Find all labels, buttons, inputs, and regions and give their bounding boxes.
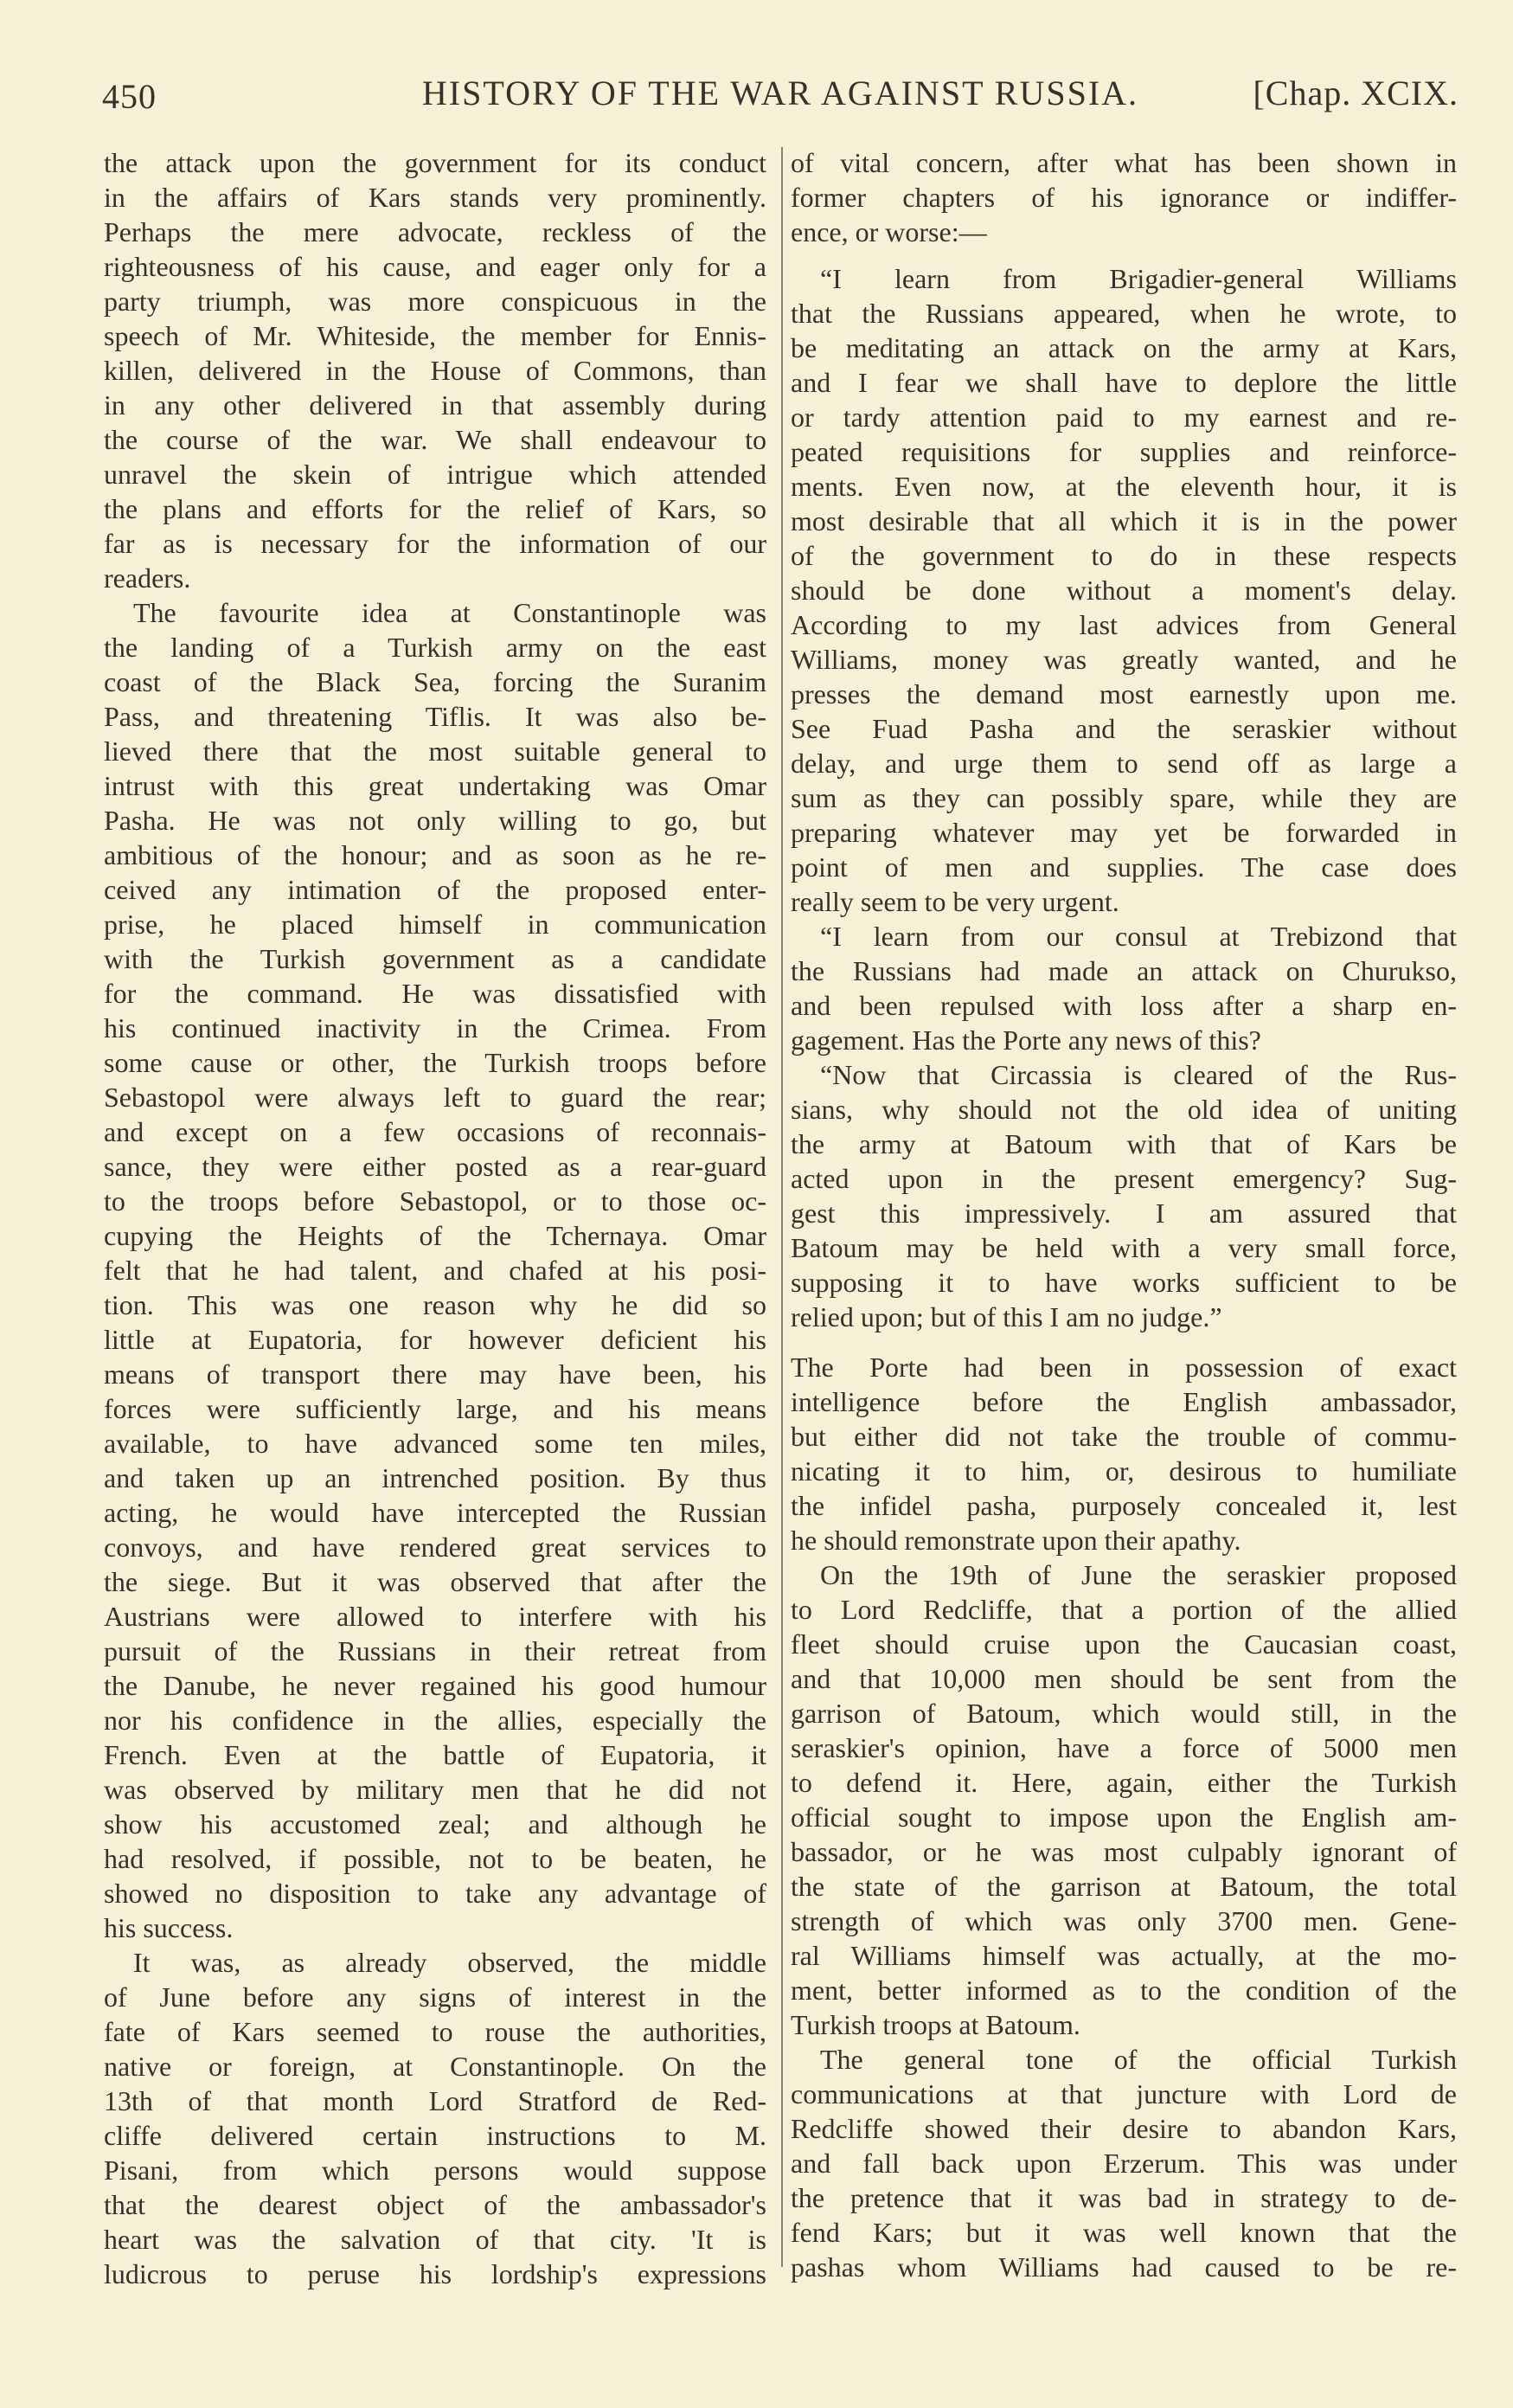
- text-line: but either did not take the trouble of commu-: [791, 1421, 1457, 1452]
- text-line: coast of the Black Sea, forcing the Suranim: [104, 666, 766, 697]
- paragraph: [791, 919, 1457, 1057]
- text-line: It was, as already observed, the middle: [133, 1947, 766, 1978]
- text-line: The general tone of the official Turkish: [820, 2044, 1457, 2075]
- text-line: fate of Kars seemed to rouse the authorities,: [104, 2016, 766, 2047]
- text-line: felt that he had talent, and chafed at his posi-: [104, 1255, 766, 1286]
- text-line: sum as they can possibly spare, while they are: [791, 782, 1457, 813]
- text-line: “I learn from Brigadier-general Williams: [820, 263, 1457, 294]
- text-line: Perhaps the mere advocate, reckless of the: [104, 216, 766, 247]
- text-line: righteousness of his cause, and eager only for a: [104, 251, 766, 282]
- text-line: French. Even at the battle of Eupatoria, it: [104, 1739, 766, 1770]
- text-line: he should remonstrate upon their apathy.: [791, 1525, 1241, 1556]
- text-line: Batoum may be held with a very small force,: [791, 1232, 1457, 1263]
- text-line: heart was the salvation of that city. 'It is: [104, 2224, 766, 2255]
- text-line: that the dearest object of the ambassador's: [104, 2189, 766, 2220]
- text-line: had resolved, if possible, not to be beaten, he: [104, 1843, 766, 1874]
- text-line: Sebastopol were always left to guard the rear;: [104, 1082, 766, 1113]
- text-line: intrust with this great undertaking was Omar: [104, 770, 766, 801]
- text-line: gest this impressively. I am assured that: [791, 1198, 1457, 1229]
- text-line: the attack upon the government for its conduct: [104, 147, 766, 178]
- text-line: with the Turkish government as a candidate: [104, 943, 766, 974]
- text-line: According to my last advices from General: [791, 609, 1457, 640]
- text-line: cupying the Heights of the Tchernaya. Omar: [104, 1220, 766, 1251]
- paragraph: [104, 595, 766, 1945]
- text-line: party triumph, was more conspicuous in the: [104, 286, 766, 317]
- paragraph: [791, 1350, 1457, 1557]
- text-line: lieved there that the most suitable general to: [104, 735, 766, 767]
- text-line: “I learn from our consul at Trebizond that: [820, 921, 1457, 952]
- text-line: means of transport there may have been, his: [104, 1358, 766, 1390]
- text-line: Pisani, from which persons would suppose: [104, 2154, 766, 2186]
- paragraph: [104, 145, 766, 595]
- text-line: showed no disposition to take any advantage of: [104, 1878, 766, 1909]
- text-line: fend Kars; but it was well known that the: [791, 2217, 1457, 2248]
- text-line: to Lord Redcliffe, that a portion of the allied: [791, 1594, 1457, 1625]
- text-line: or tardy attention paid to my earnest and re-: [791, 401, 1457, 433]
- paragraph: [791, 1557, 1457, 2042]
- text-line: ence, or worse:—: [791, 216, 987, 247]
- page-number: 450: [102, 77, 157, 116]
- text-line: the state of the garrison at Batoum, the total: [791, 1871, 1457, 1902]
- text-line: speech of Mr. Whiteside, the member for Ennis-: [104, 320, 766, 351]
- text-line: pursuit of the Russians in their retreat from: [104, 1635, 766, 1666]
- text-line: official sought to impose upon the English am-: [791, 1801, 1457, 1833]
- text-line: The favourite idea at Constantinople was: [133, 597, 766, 628]
- right-column: [791, 145, 1457, 2284]
- text-line: strength of which was only 3700 men. Gene-: [791, 1905, 1457, 1936]
- text-line: the infidel pasha, purposely concealed it, lest: [791, 1490, 1457, 1521]
- text-line: in any other delivered in that assembly during: [104, 389, 766, 421]
- text-line: See Fuad Pasha and the seraskier without: [791, 713, 1457, 744]
- text-line: Pasha. He was not only willing to go, but: [104, 805, 766, 836]
- text-line: peated requisitions for supplies and reinforce-: [791, 436, 1457, 467]
- text-line: seraskier's opinion, have a force of 5000 men: [791, 1732, 1457, 1763]
- text-line: some cause or other, the Turkish troops before: [104, 1047, 766, 1078]
- text-line: for the command. He was dissatisfied with: [104, 978, 766, 1009]
- text-line: unravel the skein of intrigue which attended: [104, 459, 766, 490]
- text-line: should be done without a moment's delay.: [791, 575, 1457, 606]
- text-line: nor his confidence in the allies, especially the: [104, 1705, 766, 1736]
- text-line: native or foreign, at Constantinople. On the: [104, 2051, 766, 2082]
- text-line: the landing of a Turkish army on the east: [104, 632, 766, 663]
- text-line: ceived any intimation of the proposed enter-: [104, 874, 766, 905]
- text-line: and except on a few occasions of reconnais-: [104, 1116, 766, 1147]
- text-line: really seem to be very urgent.: [791, 886, 1119, 917]
- paragraph-spacer: [791, 1334, 1457, 1350]
- text-line: his continued inactivity in the Crimea. From: [104, 1012, 766, 1043]
- text-line: the Danube, he never regained his good humour: [104, 1670, 766, 1701]
- paragraph: [791, 2042, 1457, 2284]
- text-line: that the Russians appeared, when he wrote, to: [791, 298, 1457, 329]
- text-line: Austrians were allowed to interfere with his: [104, 1601, 766, 1632]
- text-line: fleet should cruise upon the Caucasian coast,: [791, 1628, 1457, 1660]
- running-header: [102, 73, 1459, 121]
- text-line: ludicrous to peruse his lordship's expressions: [104, 2258, 766, 2289]
- text-line: far as is necessary for the information of our: [104, 528, 766, 559]
- text-line: prise, he placed himself in communication: [104, 909, 766, 940]
- text-line: the Russians had made an attack on Churukso,: [791, 955, 1457, 986]
- text-line: in the affairs of Kars stands very prominently.: [104, 182, 766, 213]
- text-line: ambitious of the honour; and as soon as he re-: [104, 839, 766, 870]
- text-line: relied upon; but of this I am no judge.”: [791, 1301, 1222, 1332]
- text-line: pashas whom Williams had caused to be re-: [791, 2251, 1457, 2283]
- text-line: nicating it to him, or, desirous to humiliate: [791, 1455, 1457, 1487]
- text-line: available, to have advanced some ten miles,: [104, 1428, 766, 1459]
- text-line: On the 19th of June the seraskier proposed: [820, 1559, 1457, 1590]
- text-line: the course of the war. We shall endeavour to: [104, 424, 766, 455]
- text-line: “Now that Circassia is cleared of the Rus-: [820, 1059, 1457, 1090]
- paragraph: [104, 1945, 766, 2291]
- text-line: 13th of that month Lord Stratford de Red-: [104, 2085, 766, 2116]
- text-line: acted upon in the present emergency? Sug-: [791, 1163, 1457, 1194]
- text-line: Williams, money was greatly wanted, and he: [791, 644, 1457, 675]
- text-line: and fall back upon Erzerum. This was under: [791, 2148, 1457, 2179]
- text-line: show his accustomed zeal; and although he: [104, 1808, 766, 1840]
- text-line: delay, and urge them to send off as large a: [791, 748, 1457, 779]
- paragraph-spacer: [791, 249, 1457, 261]
- text-line: ment, better informed as to the condition of the: [791, 1975, 1457, 2006]
- text-line: of the government to do in these respects: [791, 540, 1457, 571]
- text-line: and that 10,000 men should be sent from the: [791, 1663, 1457, 1694]
- text-line: ral Williams himself was actually, at the mo-: [791, 1940, 1457, 1971]
- text-line: Turkish troops at Batoum.: [791, 2009, 1080, 2040]
- text-line: ments. Even now, at the eleventh hour, it is: [791, 471, 1457, 502]
- text-line: of June before any signs of interest in the: [104, 1981, 766, 2013]
- text-line: be meditating an attack on the army at Kars,: [791, 332, 1457, 363]
- text-line: killen, delivered in the House of Commons, than: [104, 355, 766, 386]
- text-line: convoys, and have rendered great services to: [104, 1531, 766, 1563]
- text-line: the pretence that it was bad in strategy to de-: [791, 2182, 1457, 2213]
- text-line: readers.: [104, 562, 191, 594]
- text-line: bassador, or he was most culpably ignorant of: [791, 1836, 1457, 1867]
- text-line: forces were sufficiently large, and his means: [104, 1393, 766, 1424]
- text-line: presses the demand most earnestly upon me.: [791, 678, 1457, 710]
- text-line: his success.: [104, 1912, 234, 1943]
- text-line: intelligence before the English ambassador,: [791, 1386, 1457, 1417]
- text-line: the plans and efforts for the relief of Kars, so: [104, 493, 766, 524]
- paragraph: [791, 261, 1457, 919]
- running-title: HISTORY OF THE WAR AGAINST RUSSIA.: [421, 74, 1139, 112]
- text-line: the siege. But it was observed that after the: [104, 1566, 766, 1597]
- text-line: most desirable that all which it is in the power: [791, 505, 1457, 536]
- text-line: supposing it to have works sufficient to be: [791, 1267, 1457, 1298]
- text-line: point of men and supplies. The case does: [791, 851, 1457, 883]
- text-line: gagement. Has the Porte any news of this?: [791, 1024, 1261, 1056]
- text-line: communications at that juncture with Lord de: [791, 2078, 1457, 2109]
- left-column: [104, 145, 766, 2291]
- text-line: The Porte had been in possession of exact: [791, 1352, 1457, 1383]
- text-line: preparing whatever may yet be forwarded in: [791, 817, 1457, 848]
- column-divider: [781, 147, 783, 2267]
- chapter-label: [Chap. XCIX.: [1253, 74, 1459, 112]
- text-line: cliffe delivered certain instructions to M.: [104, 2120, 766, 2151]
- paragraph: [791, 145, 1457, 249]
- text-line: sians, why should not the old idea of uniting: [791, 1094, 1457, 1125]
- text-line: sance, they were either posted as a rear-guard: [104, 1151, 766, 1182]
- text-line: Redcliffe showed their desire to abandon Kars,: [791, 2113, 1457, 2144]
- text-line: garrison of Batoum, which would still, in the: [791, 1698, 1457, 1729]
- text-line: to defend it. Here, again, either the Turkish: [791, 1767, 1457, 1798]
- text-line: acting, he would have intercepted the Russian: [104, 1497, 766, 1528]
- text-line: of vital concern, after what has been shown in: [791, 147, 1457, 178]
- text-line: and been repulsed with loss after a sharp en-: [791, 990, 1457, 1021]
- text-line: and taken up an intrenched position. By thus: [104, 1462, 766, 1493]
- paragraph: [791, 1057, 1457, 1334]
- text-line: to the troops before Sebastopol, or to those oc-: [104, 1185, 766, 1217]
- text-line: former chapters of his ignorance or indiffer-: [791, 182, 1457, 213]
- text-line: the army at Batoum with that of Kars be: [791, 1128, 1457, 1159]
- text-line: was observed by military men that he did not: [104, 1774, 766, 1805]
- text-line: and I fear we shall have to deplore the little: [791, 367, 1457, 398]
- text-line: Pass, and threatening Tiflis. It was also be-: [104, 701, 766, 732]
- text-line: tion. This was one reason why he did so: [104, 1289, 766, 1320]
- text-line: little at Eupatoria, for however deficient his: [104, 1324, 766, 1355]
